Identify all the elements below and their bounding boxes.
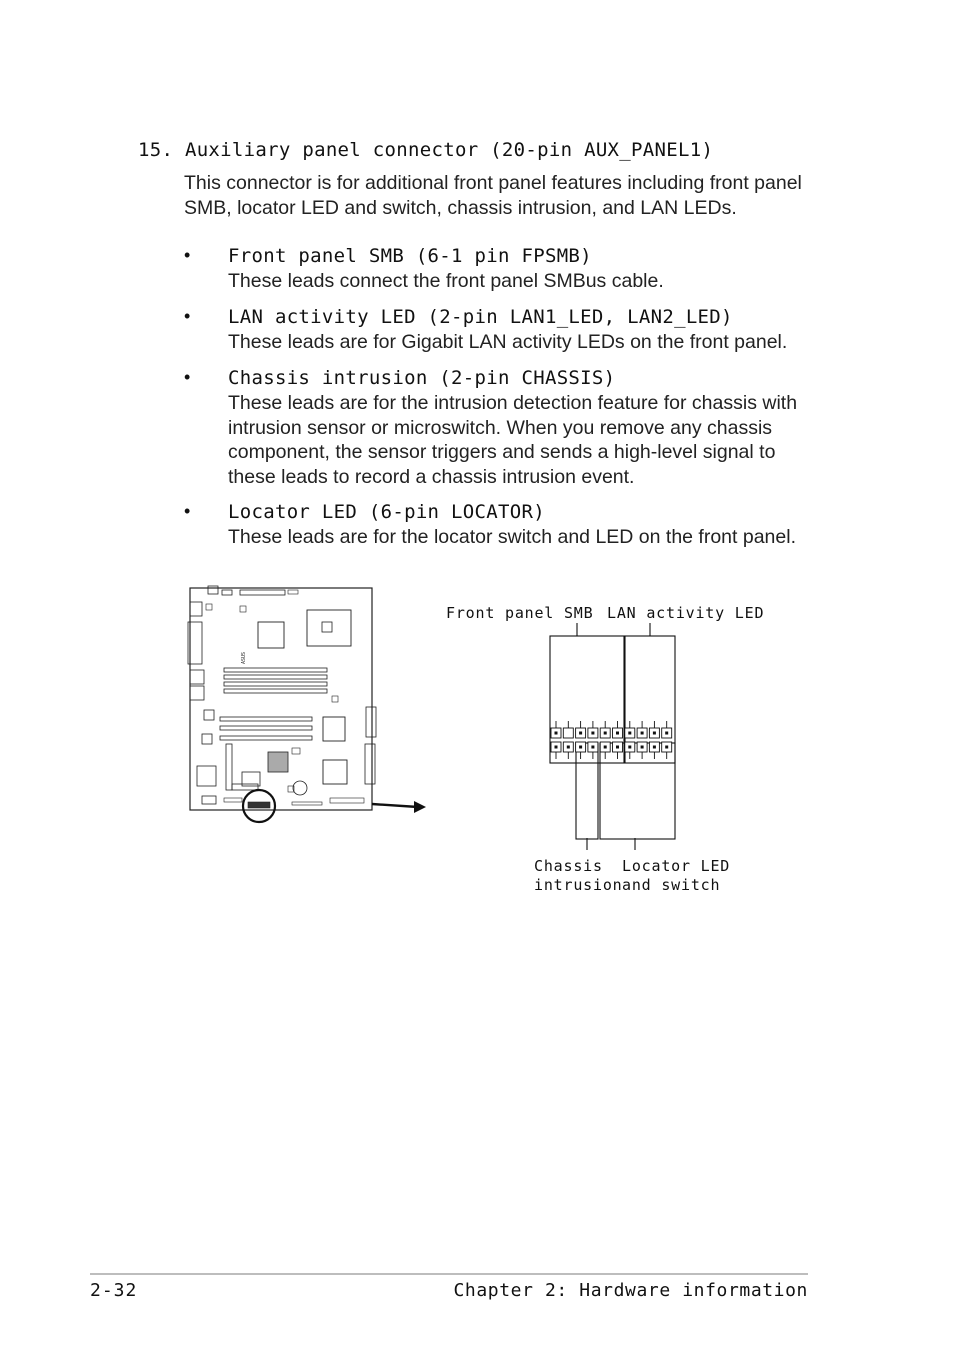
section-intro: This connector is for additional front panel features including front panel SMB, locator LED and switch, chassis intrusion, and LAN LEDs. <box>184 172 802 219</box>
pin-contact <box>591 746 594 749</box>
pin-contact <box>591 732 594 735</box>
bullet-dot-icon: • <box>184 501 191 521</box>
bullet-dot-icon: • <box>184 367 191 387</box>
bullet-heading: Chassis intrusion (2-pin CHASSIS) <box>228 367 616 389</box>
pin-contact <box>653 746 656 749</box>
label-locator-line1: Locator LED <box>622 857 731 875</box>
chapter-title: Chapter 2: Hardware information <box>453 1280 808 1301</box>
pin-contact <box>555 746 558 749</box>
pin-contact <box>628 746 631 749</box>
pin-contact <box>616 746 619 749</box>
aux-panel-connector <box>248 802 270 808</box>
pin-contact <box>567 746 570 749</box>
bullet-body: These leads are for Gigabit LAN activity LEDs on the front panel. <box>228 331 788 353</box>
pin-contact <box>641 732 644 735</box>
bullet-dot-icon: • <box>184 245 191 265</box>
pointer-arrow-line <box>372 804 418 807</box>
pin-contact <box>579 746 582 749</box>
page-number: 2-32 <box>90 1280 138 1301</box>
label-locator-line2: and switch <box>622 876 721 894</box>
section-title: 15. Auxiliary panel connector (20-pin AUX_PANEL1) <box>138 139 714 161</box>
bullet-body: These leads are for the intrusion detection feature for chassis with intrusion sensor or microswitch. When you remove any chassis component, the sensor triggers and sends a high-level signal to these leads to record a chassis intrusion event. <box>228 392 798 488</box>
pin-contact <box>604 732 607 735</box>
chassis-intrusion-frame <box>576 743 598 839</box>
board-outline <box>190 588 372 810</box>
pin-contact <box>604 746 607 749</box>
label-chassis-line1: Chassis <box>534 857 603 875</box>
pin-contact <box>628 732 631 735</box>
bullet-dot-icon: • <box>184 306 191 326</box>
motherboard-diagram <box>180 580 440 830</box>
footer-divider <box>90 1273 808 1275</box>
pin-contact <box>579 732 582 735</box>
connector-pins <box>551 721 672 759</box>
bullet-heading: Front panel SMB (6-1 pin FPSMB) <box>228 245 592 267</box>
bullet-body: These leads connect the front panel SMBus cable. <box>228 270 664 292</box>
locator-led-frame <box>600 743 675 839</box>
pin-contact <box>641 746 644 749</box>
board-logo: ASUS <box>241 651 247 664</box>
label-chassis-line2: intrusion <box>534 876 623 894</box>
pin-contact <box>555 732 558 735</box>
pin-contact <box>665 732 668 735</box>
connector-pinout-diagram <box>540 620 690 850</box>
bullet-heading: Locator LED (6-pin LOCATOR) <box>228 501 545 523</box>
label-front-panel-smb: Front panel SMB <box>446 604 594 622</box>
pin-contact <box>616 732 619 735</box>
bullet-heading: LAN activity LED (2-pin LAN1_LED, LAN2_LED) <box>228 306 733 328</box>
pointer-arrow-head-icon <box>414 801 426 813</box>
label-lan-activity-led: LAN activity LED <box>607 604 765 622</box>
connector-pin <box>563 728 573 738</box>
bullet-body: These leads are for the locator switch and LED on the front panel. <box>228 526 796 548</box>
pin-contact <box>653 732 656 735</box>
pin-contact <box>665 746 668 749</box>
